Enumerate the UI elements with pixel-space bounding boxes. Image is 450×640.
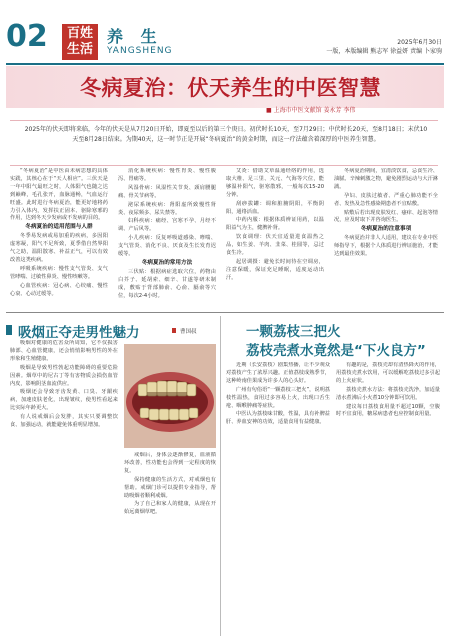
- paragraph: 有人说戒烟后会发胖，其实只要调整饮食、加强运动，就能避免体重明显增加。: [10, 414, 118, 429]
- paragraph: 心血管疾病：冠心病、心绞痛、慢性心衰、心动过缓等。: [10, 282, 108, 297]
- paragraph: 泌尿系统疾病：肾阳虚所致慢性肾炎、夜尿频多、尿失禁等。: [118, 201, 216, 216]
- section-title: 养 生: [107, 27, 163, 46]
- paragraph: 起居调摄：避免长时间待在空调房，注意保暖，保证充足睡眠，适度运动出汗。: [226, 258, 324, 281]
- lychee-article-subtitle: 荔枝壳煮水竟然是“下火良方”: [246, 343, 426, 359]
- paragraph: 三伏贴：根据病症选取穴位，药物由白芥子、延胡索、细辛、甘遂等研末制成，敷贴于背部肺俞、心俞、膈俞等穴位，每次2-4小时。: [118, 268, 216, 299]
- paragraph: 小儿疾病：反复呼吸道感染、哮喘、支气管炎、消化不良、厌食及生长发育迟缓等。: [118, 235, 216, 258]
- smoking-article-author: 曹国叔: [180, 329, 197, 335]
- paragraph: 为了自己和家人的健康，从现在开始远离烟草吧。: [124, 501, 216, 516]
- byline: ■ 上海市中医文献馆 姜永芳 李伟: [266, 107, 356, 114]
- author-marker: [172, 328, 176, 333]
- section-subtitle: YANGSHENG: [107, 46, 173, 56]
- subheading: 冬病夏治的注意事项: [360, 226, 412, 233]
- header-rule: [6, 63, 444, 65]
- paragraph: 有趣的是，荔枝壳却有清热降火的作用，用荔枝壳煮水饮用，可以缓解吃荔枝过多引起的上火症状。: [336, 362, 440, 384]
- article-column-2: [118, 168, 216, 306]
- paragraph: 刮痧拔罐：调和脏腑阴阳，平衡阴阳，通络活血。: [226, 200, 324, 215]
- lychee-article-column-1: [226, 362, 330, 636]
- issue-date: 2025年6月30日: [397, 39, 442, 46]
- paragraph: 冬病夏治并非人人适用，建议在专业中医师指导下，根据个人体质进行辨证施治，才能达到最佳效果。: [334, 235, 438, 258]
- page-number: 02: [6, 19, 48, 54]
- section-divider: [6, 312, 444, 313]
- smoking-article-column-1: [10, 340, 118, 636]
- lychee-article-title: 一颗荔枝三把火: [246, 324, 341, 340]
- title-marker: [6, 325, 12, 335]
- headline: 冬病夏治：伏天养生的中医智慧: [80, 76, 381, 100]
- intro-paragraph: 2025年的伏天即将来临，今年的伏天是从7月20日开始，即夏至以后的第三个庚日。初伏时长10天，至7月29日；中伏时长20天，至8月18日；末伏10天至8月28日结束。为期40天，这一时节正是开展“冬病夏治”的黄金时期，而这一疗法蕴含着深厚的中医养生智慧。: [24, 126, 428, 143]
- issue-info: [326, 38, 442, 56]
- section-tag: [62, 24, 98, 60]
- column-separator: [220, 316, 221, 636]
- paragraph: 中药内服：根据体质辨证用药，以温阳益气为主，健脾补肾。: [226, 217, 324, 232]
- section-tag-line1: 百姓: [66, 26, 93, 41]
- paragraph: 消化系统疾病：慢性胃炎、慢性腹泻、胃痛等。: [118, 168, 216, 182]
- subheading: 冬病夏治的适用范围与人群: [25, 224, 93, 231]
- smoking-article-title: 吸烟正夺走男性魅力: [18, 325, 140, 341]
- paragraph: 吸烟是导致男性勃起功能障碍的重要危险因素。烟草中的尼古丁等有害物质会损伤血管内皮，影响阴茎血流供应。: [10, 364, 118, 387]
- paragraph: 冬季易发病或易加重的疾病，多因阳虚寒凝，阳气不足所致，夏季借自然界阳气之助，温阳散寒、补益正气，可以有效改善这类疾病。: [10, 233, 108, 263]
- paragraph: 吸烟对健康的危害众所周知，它不仅损害肺部、心血管健康，还会悄悄影响男性的外在形象和生殖健康。: [10, 340, 118, 362]
- editor-line: 一版，本版编辑 熊志军 徐益妍 责编 卜家驹: [326, 48, 442, 55]
- paragraph: 妇科疾病：痛经、宫寒不孕、月经不调、产后风等。: [118, 218, 216, 233]
- paragraph: 贴敷后若出现皮肤发红、瘙痒、起泡等情况，应及时取下并咨询医生。: [334, 209, 438, 224]
- paragraph: 保持健康的生活方式，对戒烟也有帮助。戒烟门诊可以提供专业指导，帮助吸烟者顺利戒烟。: [124, 476, 216, 499]
- lychee-article-column-2: [336, 362, 440, 636]
- paragraph: 孕妇、皮肤过敏者、严重心肺功能不全者、发热及急性感染期患者不宜贴敷。: [334, 192, 438, 207]
- article-column-3: [226, 168, 324, 306]
- paragraph: 建议每日荔枝食用量不超过10颗，空腹时不宜食用，糖尿病患者也应控制食用量。: [336, 403, 440, 418]
- paragraph: 近期（长安荔枝）剧集热播，让不少观众对荔枝产生了浓厚兴趣。正值荔枝成熟季节，这种岭南佳果成为许多人的心头好。: [226, 362, 330, 384]
- paragraph: 艾灸：借助艾草温通经络的作用，选取大椎、足三里、关元、气海等穴位，能够温补阳气，驱寒散邪，一般每次15-20分钟。: [226, 168, 324, 198]
- subheading: 冬病夏治的常用方法: [141, 259, 193, 266]
- paragraph: 冬病夏治期间，宜清淡饮食，忌食生冷、油腻、辛辣刺激之物，避免剧烈运动与大汗淋漓。: [334, 168, 438, 190]
- paragraph: 戒烟后，身体会逐渐修复，血液循环改善，性功能也会得到一定程度的恢复。: [124, 452, 216, 474]
- paragraph: 吸烟还会导致牙齿发黄、口臭、牙龈疾病，加速皮肤老化，出现皱纹，使男性看起来比实际年龄更大。: [10, 389, 118, 412]
- article-column-1: [10, 168, 108, 306]
- paragraph: 荔枝壳煮水方法：将荔枝壳洗净，加适量清水煮沸后小火煮10分钟即可饮用。: [336, 386, 440, 401]
- paragraph: 呼吸系统疾病：慢性支气管炎、支气管哮喘、过敏性鼻炎、慢性咳嗽等。: [10, 265, 108, 280]
- cigarette-teeth-photo: [124, 344, 216, 448]
- paragraph: 中医认为荔枝味甘酸，性温，具有补脾益肝、养血安神的功效，适量食用有益健康。: [226, 411, 330, 426]
- smoking-article-column-2: [124, 452, 216, 636]
- section-tag-line2: 生活: [66, 42, 93, 57]
- article-column-4: [334, 168, 438, 306]
- paragraph: 饮食调理：伏天宜适量进食温热之品，如生姜、羊肉、韭菜、桂圆等，忌过食生冷。: [226, 234, 324, 257]
- cigarette-teeth-illustration: [124, 344, 216, 448]
- paragraph: 风湿骨病：风湿性关节炎、颈肩腰腿痛、骨关节病等。: [118, 184, 216, 199]
- paragraph: “冬病夏治”是中医由未病思想的具体实践，其核心在于“天人相应”。三伏天是一年中阳气最旺之时，人体阳气也随之达到巅峰，毛孔张开，血脉通畅，气血运行旺盛。此时进行冬病夏治，能更好地将药力引入体内，发挥扶正固本、驱除寒邪的作用，达到冬天少发病或不发病的目的。: [10, 168, 108, 222]
- paragraph: 广州有句俗语“一颗荔枝三把火”，说明荔枝性温热，食用过多容易上火，出现口舌生疮、咽喉肿痛等症状。: [226, 386, 330, 409]
